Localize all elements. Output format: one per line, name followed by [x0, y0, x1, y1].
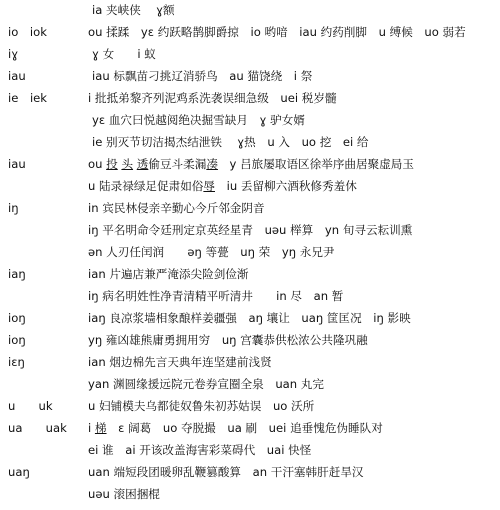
- text-segment: uan 端短段团暖卵乱鞭篡酸算 an 干汗塞韩肝赶旱汉: [88, 465, 364, 479]
- rhyme-key: iaŋ: [8, 267, 26, 281]
- rhyme-key: iau: [8, 69, 26, 83]
- text-segment: yɛ 血穴曰悦越阅绝决掘雪缺月 ɣ 驴女婿: [92, 113, 305, 127]
- table-row: [0, 396, 500, 416]
- underlined-character: 辱: [203, 179, 215, 193]
- table-row: [0, 242, 500, 262]
- correspondence-text: [88, 154, 414, 174]
- rhyme-key: u uk: [8, 399, 53, 413]
- table-row: [0, 110, 500, 130]
- text-segment: y 吕旅屡取语区徐举序曲居聚虚局玉: [217, 157, 414, 171]
- underlined-character: 头: [121, 157, 134, 171]
- text-segment: iŋ 平名明命令廷刑定京英经星青 uəu 榉算 yn 旬寻云耘训熏: [88, 223, 413, 237]
- table-row: [0, 44, 500, 64]
- text-segment: u 妇铺模夫乌都徒奴鲁朱初苏姑误 uo 沃所: [88, 399, 315, 413]
- text-segment: iu 丢留柳六酒秋修秀羞休: [215, 179, 357, 193]
- correspondence-text: [88, 418, 383, 438]
- text-segment: iŋ 病名明姓性净青清精平听清井 in 尽 an 暂: [88, 289, 344, 303]
- text-segment: ian 烟边棉先言天典年连坚建前浅贤: [88, 355, 272, 369]
- text-segment: ia 夹峡侠 ɣ额: [92, 3, 175, 17]
- underlined-character: 透: [136, 157, 149, 171]
- text-segment: yan 渊圆缘援远院元卷券宣圈全泉 uan 丸完: [88, 377, 324, 391]
- text-segment: i: [88, 421, 95, 435]
- text-segment: uəu 滚困捆棍: [88, 487, 160, 501]
- correspondence-text: [92, 44, 156, 64]
- table-row: [0, 22, 500, 42]
- correspondence-text: [88, 330, 368, 350]
- rhyme-key: iɛŋ: [8, 355, 25, 369]
- correspondence-text: [88, 22, 466, 42]
- table-row: [0, 352, 500, 372]
- rhyme-key: iɣ: [8, 47, 19, 61]
- underlined-character: 梯: [94, 421, 107, 435]
- table-row: [0, 176, 500, 196]
- correspondence-text: [92, 0, 175, 20]
- text-segment: ian 片遍店兼严淹添尖险剑俭渐: [88, 267, 249, 281]
- table-row: [0, 418, 500, 438]
- rhyme-key: ua uak: [8, 421, 67, 435]
- text-segment: ou: [88, 157, 107, 171]
- correspondence-text: [88, 88, 337, 108]
- text-segment: ei 谁 ai 开该改盖海害彩菜碍代 uai 快怪: [88, 443, 312, 457]
- table-row: [0, 484, 500, 504]
- correspondence-text: [88, 220, 412, 240]
- correspondence-text: [88, 286, 343, 306]
- text-segment: ɛ 阔葛 uo 夺脱撮 ua 刷 uei 追垂愧危伪睡队对: [106, 421, 383, 435]
- text-segment: in 宾民林侵亲辛勤心今斤邻金阴音: [88, 201, 265, 215]
- table-row: [0, 462, 500, 482]
- correspondence-text: [88, 176, 357, 196]
- table-row: [0, 220, 500, 240]
- text-segment: ɣ 女 i 蚁: [92, 47, 156, 61]
- text-segment: ie 别灭节切洁揭杰结泄铁 ɣ热 u 入 uo 挖 ei 给: [92, 135, 369, 149]
- correspondence-text: [88, 374, 324, 394]
- table-row: [0, 374, 500, 394]
- correspondence-text: [88, 242, 335, 262]
- table-row: [0, 286, 500, 306]
- underlined-character: 凑: [206, 157, 218, 171]
- text-segment: 偷豆斗柔漏: [148, 157, 207, 171]
- rhyme-key: ioŋ: [8, 311, 26, 325]
- correspondence-text: [92, 110, 305, 130]
- correspondence-text: [88, 264, 249, 284]
- correspondence-text: [88, 484, 160, 504]
- text-segment: iau 标飘苗刁挑辽消骄鸟 au 猫饶绕 i 祭: [92, 69, 313, 83]
- table-row: [0, 154, 500, 174]
- correspondence-text: [88, 462, 364, 482]
- underlined-character: 投: [106, 157, 118, 171]
- table-row: [0, 132, 500, 152]
- correspondence-text: [88, 308, 411, 328]
- text-segment: iaŋ 良凉浆墙相象酿样姜疆强 aŋ 壤让 uaŋ 筐匡况 iŋ 影映: [88, 311, 411, 325]
- table-row: [0, 88, 500, 108]
- table-row: [0, 66, 500, 86]
- table-row: [0, 308, 500, 328]
- text-segment: yŋ 雍凶雄熊庸勇拥用穷 uŋ 宫囊恭供松浓公共隆巩融: [88, 333, 368, 347]
- text-segment: ən 人刃任闰润 əŋ 等甍 uŋ 荣 yŋ 永兄尹: [88, 245, 335, 259]
- text-segment: i 批抵弟黎齐列泥鸡系洗袭误细急级 uei 税岁髓: [88, 91, 337, 105]
- table-row: [0, 198, 500, 218]
- correspondence-text: [88, 396, 314, 416]
- text-segment: ou 揉蹂 yɛ 约跃略鹊脚爵掠 io 哟喑 iau 约药削脚 u 缚候 uo 弱若: [88, 25, 466, 39]
- table-row: [0, 330, 500, 350]
- rhyme-key: ie iek: [8, 91, 48, 105]
- table-row: [0, 0, 500, 20]
- rhyme-key: uaŋ: [8, 465, 30, 479]
- correspondence-text: [88, 198, 265, 218]
- rhyme-key: io iok: [8, 25, 47, 39]
- text-segment: u 陆录禄绿足促肃如俗: [88, 179, 204, 193]
- table-row: [0, 264, 500, 284]
- correspondence-text: [88, 440, 311, 460]
- rhyme-key: ioŋ: [8, 333, 26, 347]
- correspondence-text: [92, 132, 369, 152]
- rhyme-key: iŋ: [8, 201, 19, 215]
- rhyme-key: iau: [8, 157, 26, 171]
- correspondence-text: [92, 66, 312, 86]
- table-row: [0, 440, 500, 460]
- correspondence-text: [88, 352, 272, 372]
